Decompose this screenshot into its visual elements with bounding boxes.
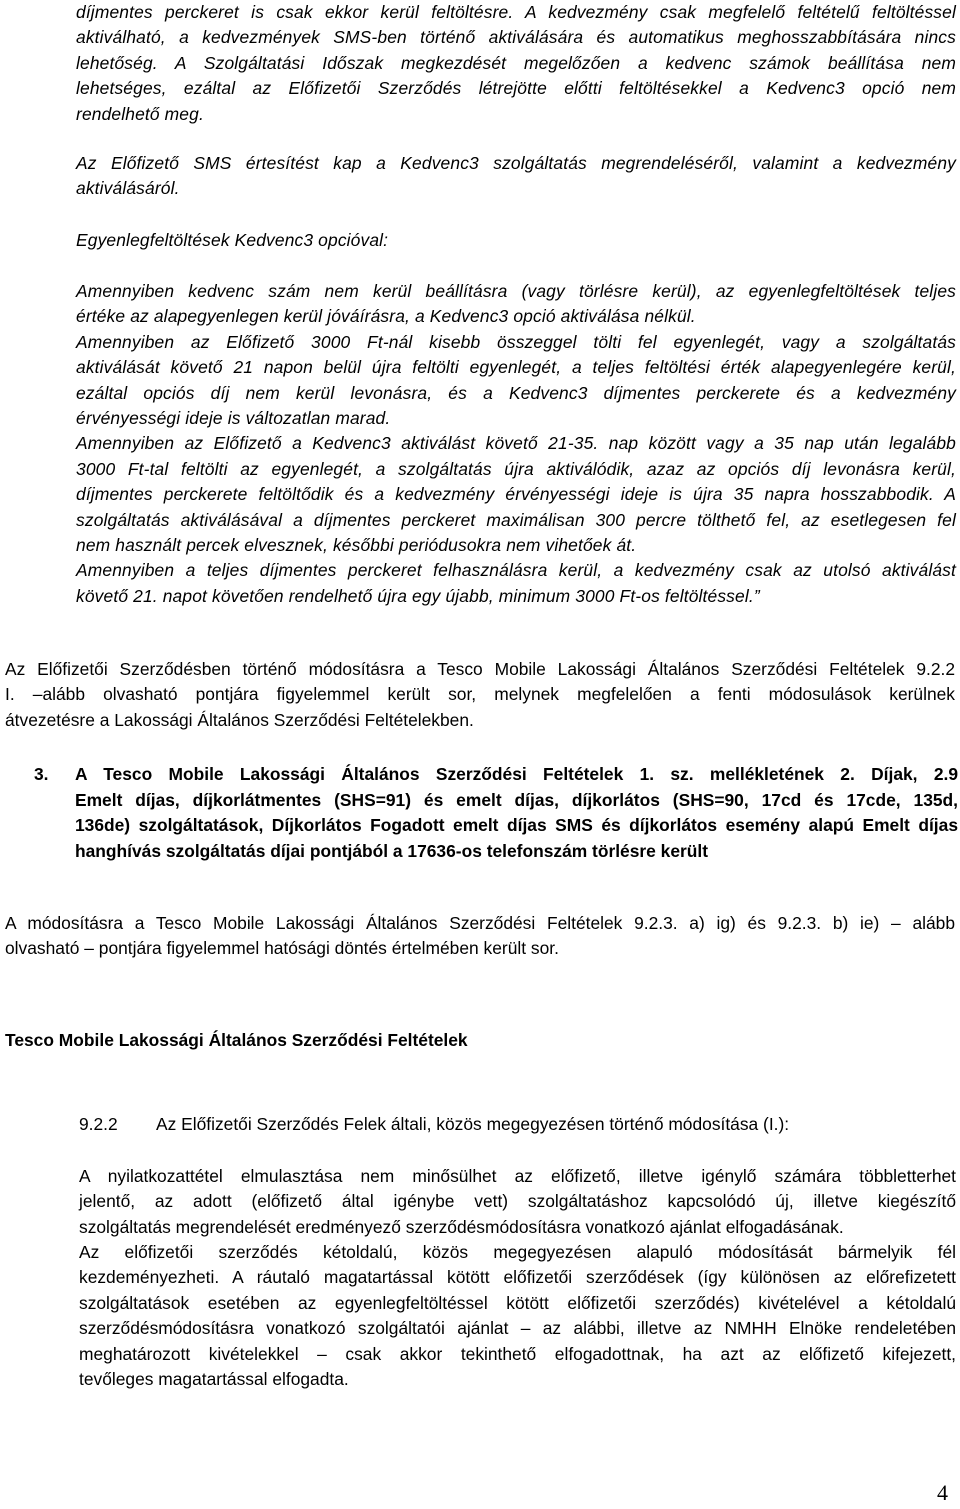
text-line: I. –alább olvasható pontjára figyelemmel került sor, melynek megfelelően a fenti módosulások kerülnek <box>5 684 955 705</box>
text-line: A nyilatkozattétel elmulasztása nem minősülhet az előfizető, illetve igénylő számára többletterhet <box>79 1166 956 1186</box>
text-line: ezáltal opciós díj nem kerül levonásra, és a Kedvenc3 díjmentes perckerete és a kedvezmény <box>76 382 956 403</box>
text-line: hanghívás szolgáltatás díjai pontjából a 17636-os telefonszám törlésre került <box>75 840 709 861</box>
modification-paragraph-2 <box>5 911 955 962</box>
text-line: rendelhető meg. <box>76 103 204 124</box>
text-line: lehetséges, ezáltal az Előfizetői Szerződés létrejötte előtti feltöltésekkel a Kedvenc3 opció nem <box>76 78 956 99</box>
text-line: tevőleges magatartással elfogadta. <box>79 1369 349 1390</box>
text-line: követő 21. napot követően rendelhető újra egy újabb, minimum 3000 Ft-os feltöltéssel.” <box>76 585 760 606</box>
italic-paragraph-3 <box>76 228 956 253</box>
clause-number: 9.2.2 <box>79 1114 118 1134</box>
text-line: meghatározott kivételekkel – csak akkor tekinthető elfogadottnak, ha azt az előfizető kifejezett, <box>79 1343 956 1364</box>
clause-paragraph-2 <box>79 1240 956 1392</box>
text-line: Az Előfizetői Szerződésben történő módosításra a Tesco Mobile Lakossági Általános Szerződési Feltételek 9.2.2 <box>5 659 955 679</box>
text-line: Amennyiben a teljes díjmentes perckeret felhasználásra kerül, a kedvezmény csak az utolsó aktiválást <box>76 560 956 581</box>
text-line: A Tesco Mobile Lakossági Általános Szerződési Feltételek 1. sz. mellékletének 2. Díjak, 2.9 <box>75 764 958 784</box>
text-line: nem használt percek elvesznek, későbbi periódusokra nem vihetőek át. <box>76 535 637 556</box>
text-line: értéke az alapegyenlegen kerül jóváírásra, a Kedvenc3 opció aktiválása nélkül. <box>76 306 696 327</box>
text-line: átvezetésre a Lakossági Általános Szerződési Feltételekben. <box>5 709 474 730</box>
text-line: érvényességi ideje is változatlan marad. <box>76 408 391 429</box>
text-line: szolgáltatás aktiválásával a díjmentes perckeret maximálisan 300 percre tölthető fel, az esetlegesen fel <box>76 509 956 530</box>
clause-title: Az Előfizetői Szerződés Felek általi, közös megegyezésen történő módosítása (I.): <box>156 1114 790 1134</box>
heading-number: 3. <box>34 764 49 784</box>
text-line: olvasható – pontjára figyelemmel hatósági döntés értelmében került sor. <box>5 938 559 959</box>
clause-paragraph-1 <box>79 1164 956 1240</box>
text-line: Az előfizetői szerződés kétoldalú, közös megegyezésen alapuló módosítását bármelyik fél <box>79 1242 956 1262</box>
text-line: Amennyiben az Előfizető a Kedvenc3 aktiválást követő 21-35. nap között vagy a 35 nap után legalább <box>76 433 956 454</box>
text-line: kezdeményezheti. A ráutaló magatartással kötött előfizetői szerződések (így különösen az előrefizetett <box>79 1267 956 1288</box>
text-line: Emelt díjas, díjkorlátmentes (SHS=91) és emelt díjas, díjkorlátos (SHS=90, 17cd és 17cde, 135d, <box>75 789 958 810</box>
page-number: 4 <box>937 1480 948 1505</box>
text-line: díjmentes perckerete feltöltődik és a kedvezmény érvényességi ideje is újra 35 napra hosszabbodik. A <box>76 484 956 505</box>
text-line: Egyenlegfeltöltések Kedvenc3 opcióval: <box>76 230 389 250</box>
text-line: A módosításra a Tesco Mobile Lakossági Általános Szerződési Feltételek 9.2.3. a) ig) és 9.2.3. b) ie) – alább <box>5 913 955 933</box>
text-line: lehetőség. A Szolgáltatási Időszak megkezdését megelőzően a kedvenc számok beállítása nem <box>76 52 956 73</box>
text-line: szolgáltatások esetében az egyenlegfeltöltéssel kötött előfizetői szerződés) kivételével a kétoldalú <box>79 1292 956 1313</box>
section-title: Tesco Mobile Lakossági Általános Szerződési Feltételek <box>5 1030 468 1050</box>
text-line: Amennyiben az Előfizető 3000 Ft-nál kisebb összeggel tölti fel egyenlegét, vagy a szolgáltatás <box>76 331 956 352</box>
text-line: jelentő, az adott (előfizető által igénybe vett) szolgáltatáshoz kapcsolódó új, illetve kiegészítő <box>79 1191 956 1212</box>
text-line: Amennyiben kedvenc szám nem kerül beállításra (vagy törlésre kerül), az egyenlegfeltöltések teljes <box>76 281 956 301</box>
heading-text <box>75 762 958 864</box>
italic-paragraph-2 <box>76 151 956 202</box>
text-line: szolgáltatás megrendelését eredményező szerződésmódosításra vonatkozó ajánlat elfogadásának. <box>79 1216 844 1237</box>
text-line: 3000 Ft-tal feltölti az egyenlegét, a szolgáltatás újra aktiválódik, azaz az opciós díj levonásra kerül, <box>76 458 956 479</box>
italic-paragraph-4 <box>76 279 956 609</box>
text-line: díjmentes perckeret is csak ekkor kerül feltöltésre. A kedvezmény csak megfelelő feltételű feltöltéssel <box>76 2 956 22</box>
text-line: aktiválásáról. <box>76 178 180 199</box>
text-line: Az Előfizető SMS értesítést kap a Kedvenc3 szolgáltatás megrendeléséről, valamint a kedvezmény <box>76 153 956 173</box>
text-line: aktiválását követő 21 napon belül újra feltölti egyenlegét, a teljes feltöltési érték alapegyenlegére kerül, <box>76 357 956 378</box>
italic-paragraph-1 <box>76 0 956 127</box>
text-line: szerződésmódosításra vonatkozó szolgáltatói ajánlat – az alábbi, illetve az NMHH Elnöke rendeletében <box>79 1318 956 1339</box>
text-line: aktiválható, a kedvezmények SMS-ben történő aktiválására és automatikus meghosszabbítására nincs <box>76 27 956 48</box>
text-line: 136de) szolgáltatások, Díjkorlátos Fogadott emelt díjas SMS és díjkorlátos esemény alapú Emelt díjas <box>75 815 958 836</box>
modification-paragraph-1 <box>5 657 955 733</box>
